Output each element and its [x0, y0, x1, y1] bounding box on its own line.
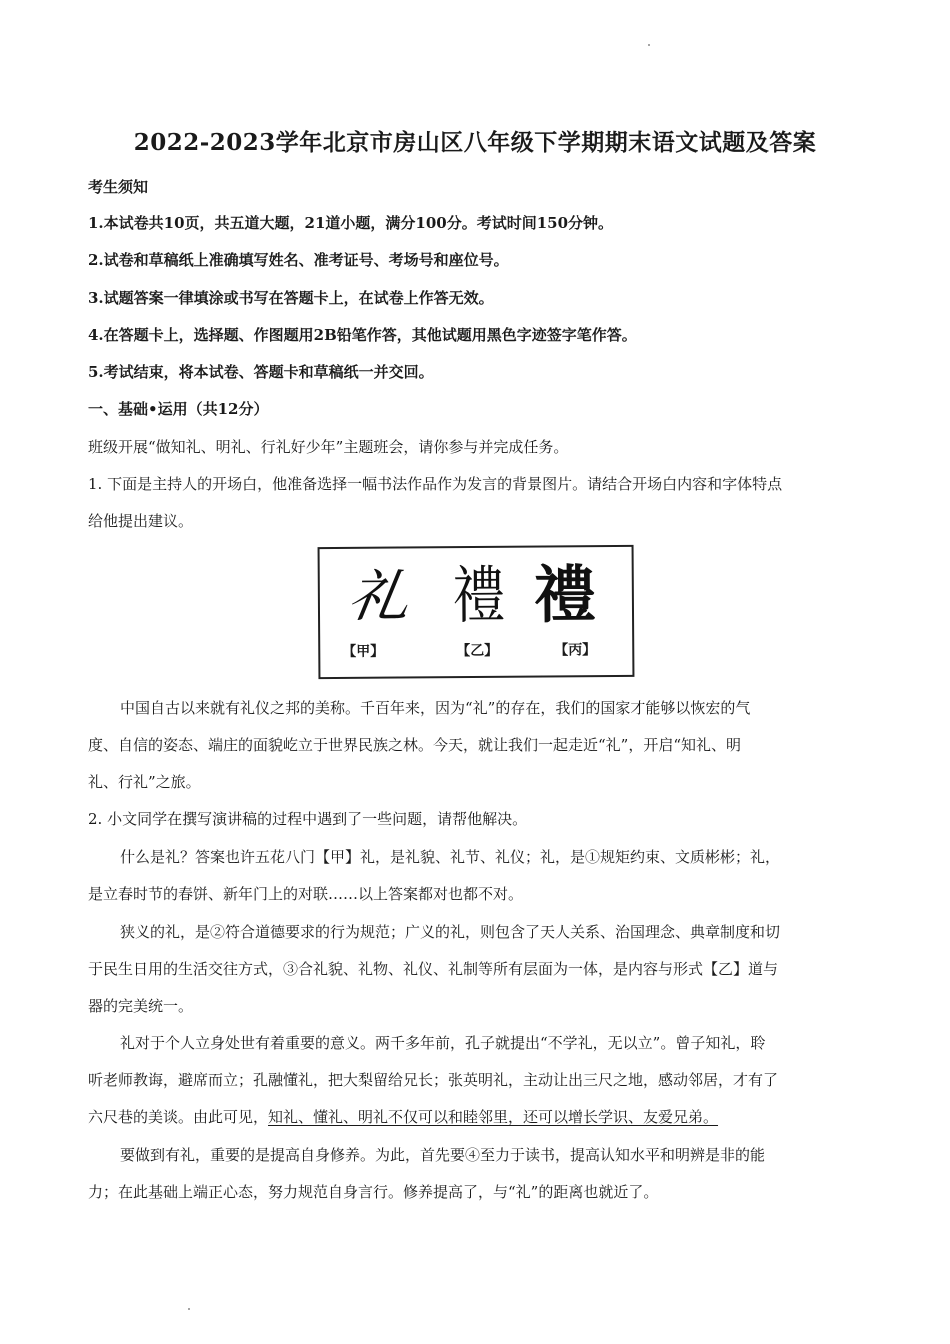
calligraphy-figure [318, 545, 635, 679]
notice-item: 1.本试卷共10页，共五道大题，21道小题，满分100分。考试时间150分钟。 [88, 214, 614, 232]
scan-dot [188, 1308, 190, 1310]
opening-text: 礼、行礼”之旅。 [88, 773, 201, 791]
section-heading: 一、基础•运用（共12分） [88, 400, 269, 418]
calligraphy-char-jia: 礼 [343, 563, 415, 630]
speech-plain-text: 六尺巷的美谈。由此可见， [88, 1108, 269, 1126]
notice-item: 3.试题答案一律填涂或书写在答题卡上，在试卷上作答无效。 [88, 289, 494, 307]
speech-paragraph-2: 于民生日用的生活交往方式，③合礼貌、礼物、礼仪、礼制等所有层面为一体，是内容与形式【乙】道与 [88, 960, 779, 978]
speech-paragraph-4: 力；在此基础上端正心态，努力规范自身言行。修养提高了，与“礼”的距离也就近了。 [88, 1183, 659, 1201]
question-1-text: 1. 下面是主持人的开场白，他准备选择一幅书法作品作为发言的背景图片。请结合开场白内容和字体特点 [88, 475, 783, 493]
speech-paragraph-3 [88, 1106, 718, 1127]
notice-item: 5.考试结束，将本试卷、答题卡和草稿纸一并交回。 [88, 363, 434, 381]
scan-dot [648, 44, 650, 46]
section-intro: 班级开展“做知礼、明礼、行礼好少年”主题班会，请你参与并完成任务。 [88, 438, 569, 456]
question-1-text: 给他提出建议。 [88, 512, 194, 530]
underlined-sentence: 知礼、懂礼、明礼不仅可以和睦邻里，还可以增长学识、友爱兄弟。 [268, 1108, 719, 1126]
notice-heading: 考生须知 [88, 178, 149, 196]
notice-item: 2.试卷和草稿纸上准确填写姓名、准考证号、考场号和座位号。 [88, 251, 509, 269]
question-2-text: 2. 小文同学在撰写演讲稿的过程中遇到了一些问题，请帮他解决。 [88, 810, 528, 828]
speech-paragraph-3: 听老师教诲，避席而立；孔融懂礼，把大梨留给兄长；张英明礼，主动让出三尺之地，感动邻居，才有了 [88, 1071, 779, 1089]
opening-text: 度、自信的姿态、端庄的面貌屹立于世界民族之林。今天，就让我们一起走近“礼”，开启“知礼、明 [88, 736, 742, 754]
page-title: 2022-2023学年北京市房山区八年级下学期期末语文试题及答案 [133, 129, 817, 156]
opening-text: 中国自古以来就有礼仪之邦的美称。千百年来，因为“礼”的存在，我们的国家才能够以恢宏的气 [120, 699, 751, 717]
notice-item: 4.在答题卡上，选择题、作图题用2B铅笔作答，其他试题用黑色字迹签字笔作答。 [88, 326, 637, 344]
speech-paragraph-4: 要做到有礼，重要的是提高自身修养。为此，首先要④至力于读书，提高认知水平和明辨是非的能 [120, 1146, 766, 1164]
speech-paragraph-2: 狭义的礼，是②符合道德要求的行为规范；广义的礼，则包含了天人关系、治国理念、典章制度和切 [120, 923, 781, 941]
speech-paragraph-1: 什么是礼？答案也许五花八门【甲】礼，是礼貌、礼节、礼仪；礼，是①规矩约束、文质彬彬；礼， [120, 848, 781, 866]
calligraphy-char-bing: 禮 [533, 558, 597, 632]
speech-paragraph-1: 是立春时节的春饼、新年门上的对联……以上答案都对也都不对。 [88, 885, 524, 903]
speech-paragraph-2: 器的完美统一。 [88, 997, 194, 1015]
calligraphy-label-bing: 【丙】 [554, 642, 597, 659]
calligraphy-label-yi: 【乙】 [456, 642, 499, 660]
calligraphy-char-yi: 禮 [452, 558, 506, 633]
calligraphy-label-jia: 【甲】 [342, 643, 385, 660]
speech-paragraph-3: 礼对于个人立身处世有着重要的意义。两千多年前，孔子就提出“不学礼，无以立”。曾子知礼，聆 [120, 1034, 766, 1052]
